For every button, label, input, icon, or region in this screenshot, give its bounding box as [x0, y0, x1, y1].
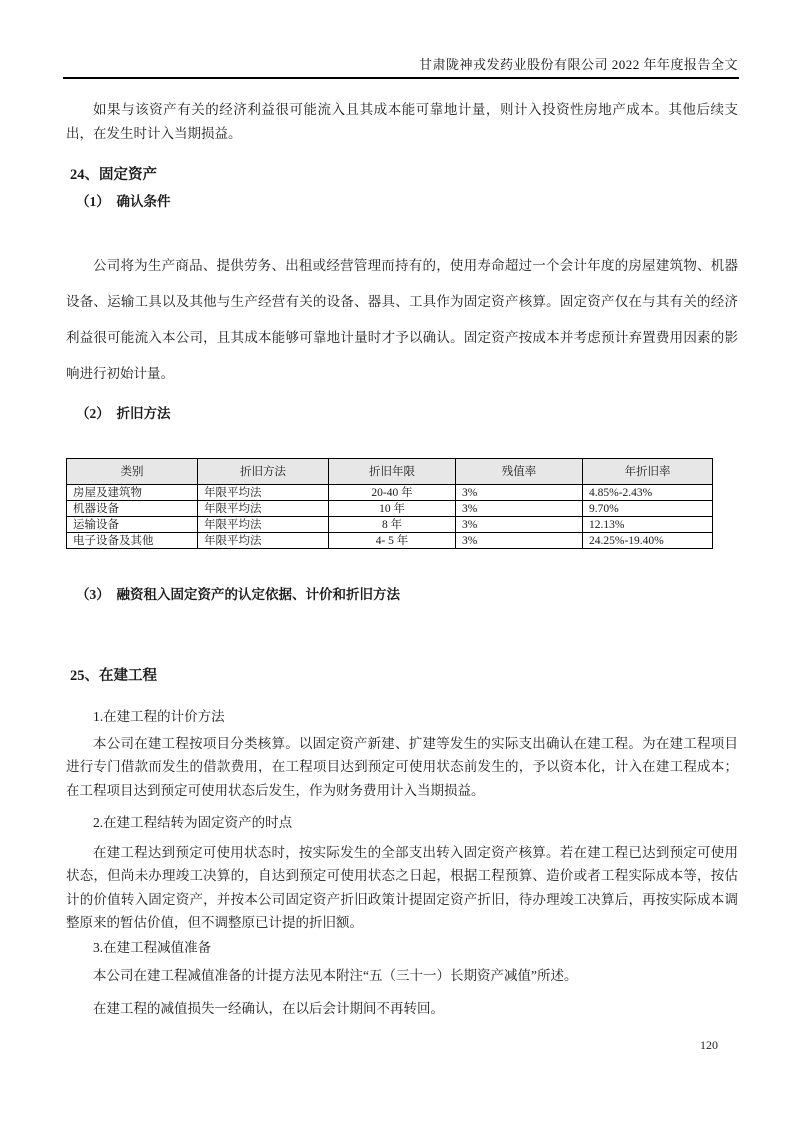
header-divider: [63, 77, 739, 79]
cell-category: 机器设备: [67, 501, 198, 517]
section-25-item3-heading: 3.在建工程减值准备: [93, 939, 212, 955]
column-header-method: 折旧方法: [198, 459, 329, 485]
column-header-residual-rate: 残值率: [456, 459, 583, 485]
column-header-annual-rate: 年折旧率: [583, 459, 713, 485]
page-number: 120: [700, 1038, 718, 1052]
cell-residual-rate: 3%: [456, 517, 583, 533]
cell-annual-rate: 4.85%-2.43%: [583, 485, 713, 501]
cell-years: 20-40 年: [329, 485, 456, 501]
page-content: [66, 98, 738, 1020]
cell-method: 年限平均法: [198, 485, 329, 501]
cell-category: 房屋及建筑物: [67, 485, 198, 501]
section-25-heading: 25、在建工程: [70, 668, 157, 684]
table-row: [67, 485, 713, 501]
report-title: 甘肃陇神戎发药业股份有限公司 2022 年年度报告全文: [418, 57, 738, 72]
section-25-item2-heading: 2.在建工程结转为固定资产的时点: [93, 815, 293, 830]
depreciation-table: [66, 458, 713, 549]
table-row: [67, 501, 713, 517]
cell-years: 4- 5 年: [329, 533, 456, 549]
section-24-3-heading: （3） 融资租入固定资产的认定依据、计价和折旧方法: [76, 587, 400, 602]
cell-category: 运输设备: [67, 517, 198, 533]
section-24-1-paragraph: 公司将为生产商品、提供劳务、出租或经营管理而持有的，使用寿命超过一个会计年度的房屋建筑物、机器设备、运输工具以及其他与生产经营有关的设备、器具、工具作为固定资产核算。固定资产仅在与其有关的经济利益很可能流入本公司，且其成本能够可靠地计量时才予以确认。固定资产按成本并考虑预计弃置费用因素的影响进行初始计量。: [66, 258, 738, 381]
section-24-1-heading: （1） 确认条件: [76, 194, 171, 209]
column-header-category: 类别: [67, 459, 198, 485]
cell-annual-rate: 9.70%: [583, 501, 713, 517]
section-25-item1-heading: 1.在建工程的计价方法: [93, 709, 225, 724]
cell-residual-rate: 3%: [456, 533, 583, 549]
section-24-2-heading: （2） 折旧方法: [76, 406, 171, 421]
section-24-heading: 24、固定资产: [70, 167, 157, 183]
section-25-item3-paragraph-2: 在建工程的减值损失一经确认，在以后会计期间不再转回。: [93, 1000, 444, 1016]
column-header-years: 折旧年限: [329, 459, 456, 485]
cell-residual-rate: 3%: [456, 501, 583, 517]
table-row: [67, 533, 713, 549]
section-25-item2-paragraph: 在建工程达到预定可使用状态时，按实际发生的全部支出转入固定资产核算。若在建工程已达到预定可使用状态，但尚未办理竣工决算的，自达到预定可使用状态之日起，根据工程预算、造价或者工程实际成本等，按估计的价值转入固定资产，并按本公司固定资产折旧政策计提固定资产折旧，待办理竣工决算后，再按实际成本调整原来的暂估价值，但不调整原已计提的折旧额。: [66, 844, 738, 930]
cell-method: 年限平均法: [198, 501, 329, 517]
table-header-row: [67, 459, 713, 485]
table-row: [67, 517, 713, 533]
section-25-item1-paragraph: 本公司在建工程按项目分类核算。以固定资产新建、扩建等发生的实际支出确认在建工程。为在建工程项目进行专门借款而发生的借款费用，在工程项目达到预定可使用状态前发生的，予以资本化，计入在建工程成本；在工程项目达到预定可使用状态后发生，作为财务费用计入当期损益。: [66, 735, 738, 798]
intro-paragraph: 如果与该资产有关的经济利益很可能流入且其成本能可靠地计量，则计入投资性房地产成本。其他后续支出，在发生时计入当期损益。: [66, 102, 738, 141]
section-25-item3-paragraph-1: 本公司在建工程减值准备的计提方法见本附注“五（三十一）长期资产减值”所述。: [93, 968, 578, 983]
page-header: [0, 0, 793, 73]
cell-category: 电子设备及其他: [67, 533, 198, 549]
cell-annual-rate: 24.25%-19.40%: [583, 533, 713, 549]
cell-annual-rate: 12.13%: [583, 517, 713, 533]
cell-method: 年限平均法: [198, 533, 329, 549]
cell-residual-rate: 3%: [456, 485, 583, 501]
cell-method: 年限平均法: [198, 517, 329, 533]
cell-years: 8 年: [329, 517, 456, 533]
cell-years: 10 年: [329, 501, 456, 517]
